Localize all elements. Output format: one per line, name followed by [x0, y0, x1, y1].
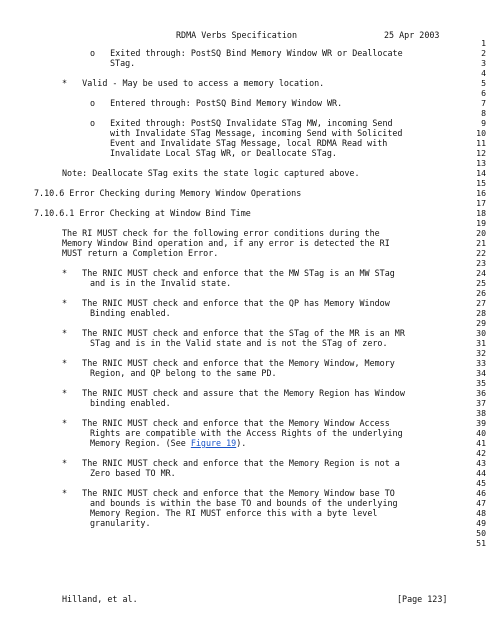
bullet-text: binding enabled. — [90, 398, 171, 408]
line-number: 25 — [476, 278, 486, 288]
line-number: 22 — [476, 248, 486, 258]
line-number: 44 — [476, 468, 486, 478]
bullet-text: * The RNIC MUST check and assure that the Memory Region has Window — [62, 388, 405, 398]
line-number: 34 — [476, 368, 486, 378]
subsection-heading: 7.10.6.1 Error Checking at Window Bind Time — [34, 208, 251, 218]
bullet-text: * The RNIC MUST check and enforce that the QP has Memory Window — [62, 298, 390, 308]
line-number: 35 — [476, 378, 486, 388]
line-number: 32 — [476, 348, 486, 358]
paragraph-text: MUST return a Completion Error. — [62, 248, 219, 258]
line-number: 43 — [476, 458, 486, 468]
sub-bullet-text: o Entered through: PostSQ Bind Memory Window WR. — [90, 98, 343, 108]
line-number: 29 — [476, 318, 486, 328]
line-number: 15 — [476, 178, 486, 188]
line-number: 41 — [476, 438, 486, 448]
line-number: 10 — [476, 128, 486, 138]
bullet-text-fragment: ). — [236, 438, 247, 448]
line-number: 26 — [476, 288, 486, 298]
bullet-text: * The RNIC MUST check and enforce that the Memory Window base TO — [62, 488, 395, 498]
figure-19-link[interactable]: Figure 19 — [190, 438, 237, 448]
line-number: 11 — [476, 138, 486, 148]
line-number: 45 — [476, 478, 486, 488]
document-date: 25 Apr 2003 — [384, 30, 440, 40]
line-number: 12 — [476, 148, 486, 158]
bullet-text: Region, and QP belong to the same PD. — [90, 368, 277, 378]
line-number: 48 — [476, 508, 486, 518]
bullet-text: * The RNIC MUST check and enforce that the Memory Window Access — [62, 418, 390, 428]
line-number: 31 — [476, 338, 486, 348]
line-number: 3 — [481, 58, 486, 68]
sub-bullet-text: with Invalidate STag Message, incoming Send with Solicited — [110, 128, 403, 138]
bullet-text: and is in the Invalid state. — [90, 278, 232, 288]
line-number: 50 — [476, 528, 486, 538]
bullet-text: * The RNIC MUST check and enforce that the Memory Region is not a — [62, 458, 400, 468]
document-title: RDMA Verbs Specification — [176, 30, 298, 40]
bullet-text: Zero based TO MR. — [90, 468, 176, 478]
line-number: 16 — [476, 188, 486, 198]
line-number: 28 — [476, 308, 486, 318]
bullet-text: granularity. — [90, 518, 151, 528]
line-number: 40 — [476, 428, 486, 438]
line-number: 18 — [476, 208, 486, 218]
section-heading: 7.10.6 Error Checking during Memory Window Operations — [34, 188, 302, 198]
bullet-text: STag and is in the Valid state and is not the STag of zero. — [90, 338, 388, 348]
line-number: 49 — [476, 518, 486, 528]
bullet-text: and bounds is within the base TO and bounds of the underlying — [90, 498, 398, 508]
line-number: 8 — [481, 108, 486, 118]
bullet-text: Binding enabled. — [90, 308, 171, 318]
footer-page-number: [Page 123] — [397, 594, 448, 604]
line-number: 21 — [476, 238, 486, 248]
line-number: 17 — [476, 198, 486, 208]
line-number: 5 — [481, 78, 486, 88]
bullet-text: * The RNIC MUST check and enforce that the Memory Window, Memory — [62, 358, 395, 368]
bullet-text: * The RNIC MUST check and enforce that the STag of the MR is an MR — [62, 328, 405, 338]
sub-bullet-text: Event and Invalidate STag Message, local RDMA Read with — [110, 138, 388, 148]
line-number: 24 — [476, 268, 486, 278]
line-number: 2 — [481, 48, 486, 58]
line-number: 42 — [476, 448, 486, 458]
line-number: 14 — [476, 168, 486, 178]
line-number: 23 — [476, 258, 486, 268]
paragraph-text: The RI MUST check for the following error conditions during the — [62, 228, 380, 238]
bullet-text: * The RNIC MUST check and enforce that the MW STag is an MW STag — [62, 268, 395, 278]
line-number: 6 — [481, 88, 486, 98]
line-number: 4 — [481, 68, 486, 78]
bullet-text: Memory Region. The RI MUST enforce this with a byte level — [90, 508, 378, 518]
note-text: Note: Deallocate STag exits the state logic captured above. — [62, 168, 360, 178]
bullet-text: * Valid - May be used to access a memory location. — [62, 78, 325, 88]
bullet-text: Rights are compatible with the Access Rights of the underlying — [90, 428, 403, 438]
line-number: 51 — [476, 538, 486, 548]
line-number: 19 — [476, 218, 486, 228]
sub-bullet-text: o Exited through: PostSQ Invalidate STag MW, incoming Send — [90, 118, 393, 128]
footer-author: Hilland, et al. — [62, 594, 138, 604]
line-number: 27 — [476, 298, 486, 308]
line-number: 46 — [476, 488, 486, 498]
line-number: 1 — [481, 38, 486, 48]
line-number: 37 — [476, 398, 486, 408]
line-number: 9 — [481, 118, 486, 128]
line-number: 39 — [476, 418, 486, 428]
sub-bullet-text: o Exited through: PostSQ Bind Memory Window WR or Deallocate — [90, 48, 403, 58]
bullet-text-fragment: Memory Region. (See — [90, 438, 191, 448]
sub-bullet-text: STag. — [110, 58, 136, 68]
bullet-text — [90, 438, 246, 448]
line-number: 36 — [476, 388, 486, 398]
sub-bullet-text: Invalidate Local STag WR, or Deallocate STag. — [110, 148, 337, 158]
line-number: 30 — [476, 328, 486, 338]
line-number: 20 — [476, 228, 486, 238]
line-number: 13 — [476, 158, 486, 168]
line-number: 47 — [476, 498, 486, 508]
line-number: 7 — [481, 98, 486, 108]
line-number: 38 — [476, 408, 486, 418]
paragraph-text: Memory Window Bind operation and, if any error is detected the RI — [62, 238, 390, 248]
line-number: 33 — [476, 358, 486, 368]
